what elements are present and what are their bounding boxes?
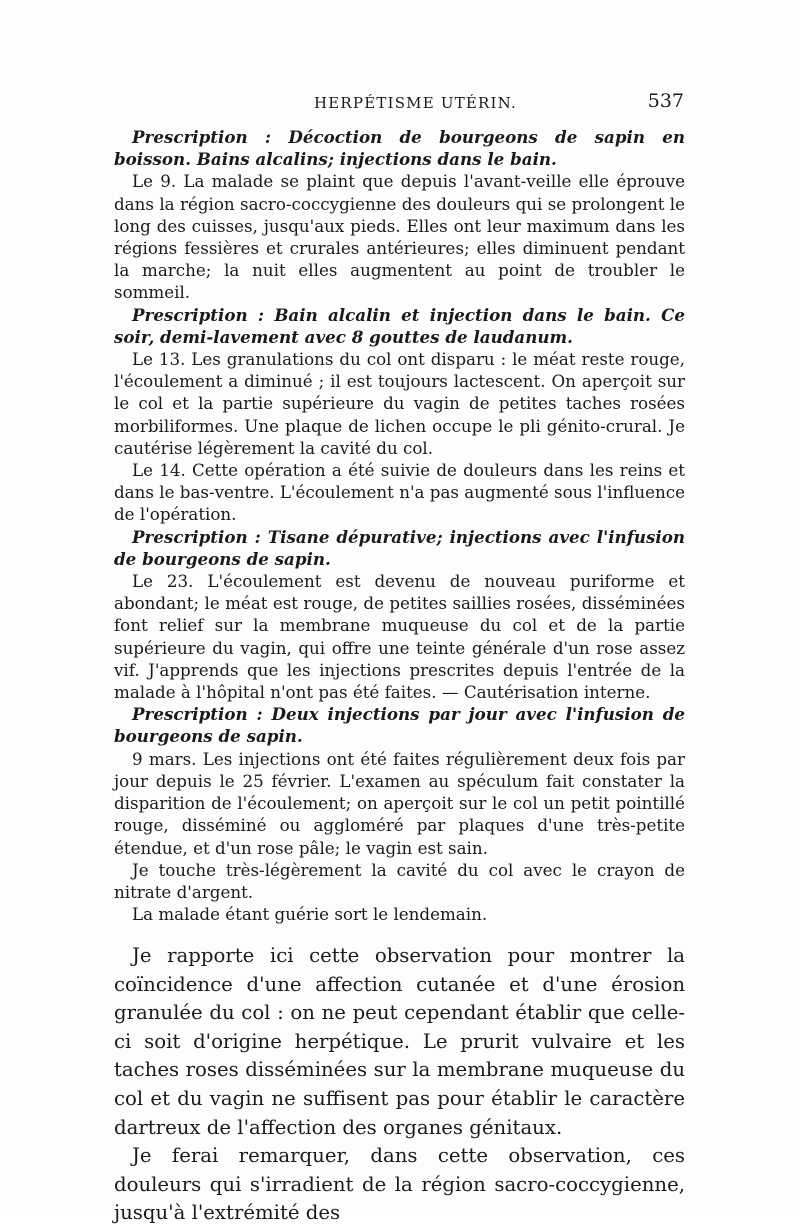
prescription-text: Bain alcalin et injection dans le bain. Ce soir, demi-lavement avec 8 gouttes de laudanum. xyxy=(114,304,686,347)
prescription-text: Deux injections par jour avec l'infusion de bourgeons de sapin. xyxy=(114,704,686,747)
prescription-text: Décoction de bourgeons de sapin en boisson. Bains alcalins; injections dans le bain. xyxy=(114,127,686,170)
prescription-1 xyxy=(114,126,685,170)
note-day-14: Le 14. Cette opération a été suivie de douleurs dans les reins et dans le bas-ventre. L'écoulement n'a pas augmenté sous l'influence de l'opération. xyxy=(114,460,685,525)
prescription-label: Prescription : xyxy=(132,304,275,325)
prescription-3 xyxy=(114,526,685,570)
page-number: 537 xyxy=(647,90,684,112)
commentary-paragraph-2: Je ferai remarquer, dans cette observation, ces douleurs qui s'irradient de la région sacro-coccygienne, jusqu'à l'extrémité des xyxy=(114,1144,685,1225)
note-cauterization: Je touche très-légèrement la cavité du col avec le crayon de nitrate d'argent. xyxy=(114,859,685,902)
note-day-9: Le 9. La malade se plaint que depuis l'avant-veille elle éprouve dans la région sacro-coccygienne des douleurs qui se prolongent le long des cuisses, jusqu'aux pieds. Elles ont leur maximum dans les régions fessières et crurales antérieures; elles diminuent pendant la marche; la nuit elles augmentent au point de troubler le sommeil. xyxy=(114,171,685,303)
page-header xyxy=(114,90,684,120)
prescription-label: Prescription : xyxy=(132,526,268,547)
prescription-4 xyxy=(114,703,685,747)
prescription-text: Tisane dépurative; injections avec l'infusion de bourgeons de sapin. xyxy=(114,526,685,569)
note-march-9: 9 mars. Les injections ont été faites régulièrement deux fois par jour depuis le 25 février. L'examen au spéculum fait constater la disparition de l'écoulement; on aperçoit sur le col un petit pointillé rouge, disséminé ou aggloméré par plaques d'une très-petite étendue, et d'un rose pâle; le vagin est sain. xyxy=(114,748,685,858)
running-title: HERPÉTISME UTÉRIN. xyxy=(314,94,517,112)
note-discharge: La malade étant guérie sort le lendemain. xyxy=(132,904,488,925)
note-day-23: Le 23. L'écoulement est devenu de nouveau puriforme et abondant; le méat est rouge, de petites saillies rosées, disséminées font relief sur la membrane muqueuse du col et de la partie supérieure du vagin, qui offre une teinte générale d'un rose assez vif. J'apprends que les injections prescrites depuis l'entrée de la malade à l'hôpital n'ont pas été faites. — Cautérisation interne. xyxy=(114,571,685,703)
case-notes xyxy=(114,126,685,925)
prescription-label: Prescription : xyxy=(132,704,272,725)
commentary xyxy=(114,942,685,1228)
note-day-13: Le 13. Les granulations du col ont disparu : le méat reste rouge, l'écoulement a diminué ; il est toujours lactescent. On aperçoit sur le col et la partie supérieure du vagin de petites taches rosées morbiliformes. Une plaque de lichen occupe le pli génito-crural. Je cautérise légèrement la cavité du col. xyxy=(114,349,685,458)
prescription-2 xyxy=(114,304,685,348)
commentary-paragraph-1: Je rapporte ici cette observation pour montrer la coïncidence d'une affection cutanée et d'une érosion granulée du col : on ne peut cependant établir que celle-ci soit d'origine herpétique. Le prurit vulvaire et les taches roses disséminées sur la membrane muqueuse du col et du vagin ne suffisent pas pour établir le caractère dartreux de l'affection des organes génitaux. xyxy=(114,944,685,1139)
prescription-label: Prescription : xyxy=(132,127,289,147)
